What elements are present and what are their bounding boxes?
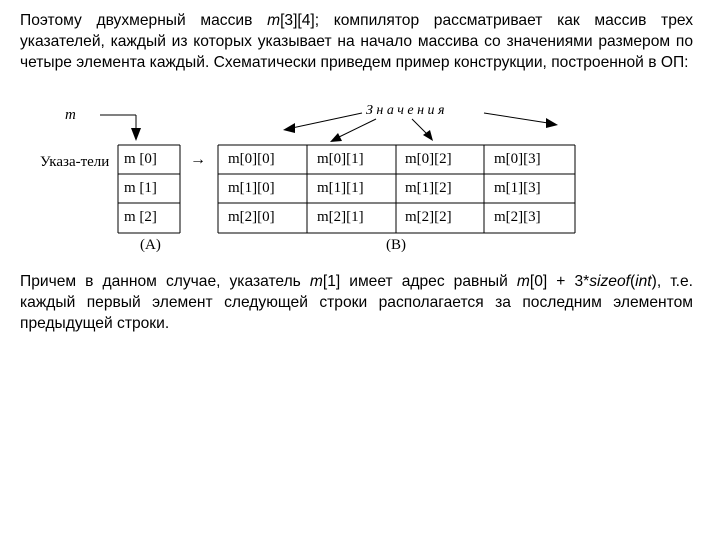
values-arrow-1 [292,113,362,128]
label-b: (B) [386,237,406,253]
value-cell-0-0: m[0][0] [228,151,275,167]
pointer-cell-0: m [0] [124,151,157,167]
value-cell-1-1: m[1][1] [317,180,364,196]
pointer-cell-2: m [2] [124,209,157,225]
values-arrow-3 [412,119,428,135]
value-cell-2-3: m[2][3] [494,209,541,225]
value-cell-2-1: m[2][1] [317,209,364,225]
value-cell-2-2: m[2][2] [405,209,452,225]
value-cell-1-2: m[1][2] [405,180,452,196]
expl-text-9: ), т.е. каждый первый элемент следующей строки располагается за последним элементом предыдущей строки. [20,273,693,332]
value-cell-0-3: m[0][3] [494,151,541,167]
values-arrowhead-1 [283,123,295,133]
expl-text-7: ( [629,273,636,290]
values-arrow-2 [337,119,376,138]
value-cell-1-3: m[1][3] [494,180,541,196]
explanation-paragraph [20,271,693,334]
expl-text-5: [0] + 3* [529,273,590,290]
right-arrow-icon: → [190,151,206,168]
m-label: m [65,107,76,123]
value-cell-0-2: m[0][2] [405,151,452,167]
values-arrow-4 [484,113,548,123]
intro-text-3: [3][4]; компилятор рассматривает как массив трех указателей, каждый из которых указывает на начало массива со значениями размером по четыре элемента каждый. Схематически приведем пример конструкции, построенной в ОП: [20,12,693,71]
expl-text-6: sizeof [589,273,630,290]
values-arrowhead-4 [546,118,558,128]
m-pointer-arrowhead [131,128,141,141]
value-cell-1-0: m[1][0] [228,180,275,196]
pointer-cell-1: m [1] [124,180,157,196]
intro-text-1: Поэтому двухмерный массив [20,12,268,29]
value-cell-0-1: m[0][1] [317,151,364,167]
intro-text-2: m [267,12,281,29]
expl-text-4: m [516,273,530,290]
values-label: Значения [366,103,449,118]
values-arrowhead-2 [330,133,342,142]
pointers-label: Указа-тели [40,154,110,170]
label-a: (A) [140,237,161,253]
expl-text-1: Причем в данном случае, указатель [20,273,310,290]
expl-text-3: [1] имеет адрес равный [322,273,517,290]
expl-text-2: m [309,273,323,290]
value-cell-2-0: m[2][0] [228,209,275,225]
expl-text-8: int [635,273,652,290]
